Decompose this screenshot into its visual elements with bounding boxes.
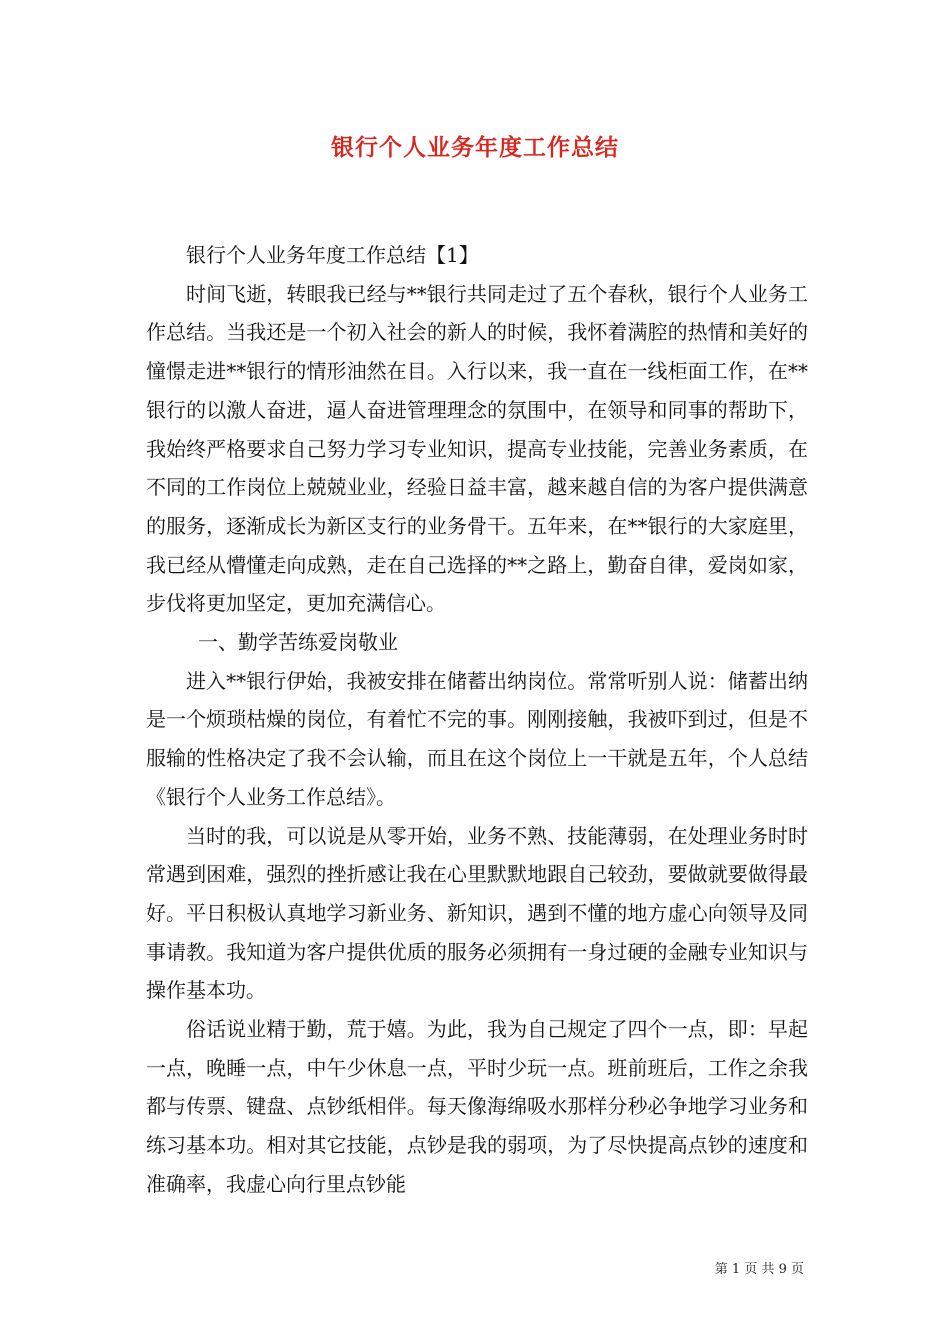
- paragraph: 俗话说业精于勤，荒于嬉。为此，我为自己规定了四个一点，即：早起一点，晚睡一点，中午少休息一点，平时少玩一点。班前班后，工作之余我都与传票、键盘、点钞纸相伴。每天像海绵吸水那样分秒必争地学习业务和练习基本功。相对其它技能，点钞是我的弱项，为了尽快提高点钞的速度和准确率，我虚心向行里点钞能: [146, 1017, 808, 1196]
- section-title: 银行个人业务年度工作总结【1】: [186, 243, 479, 267]
- paragraph: 当时的我，可以说是从零开始，业务不熟、技能薄弱，在处理业务时时常遇到困难，强烈的挫折感让我在心里默默地跟自己较劲，要做就要做得最好。平日积极认真地学习新业务、新知识，遇到不懂的地方虚心向领导及同事请教。我知道为客户提供优质的服务必须拥有一身过硬的金融专业知识与操作基本功。: [146, 823, 808, 1003]
- paragraph: 进入**银行伊始，我被安排在储蓄出纳岗位。常常听别人说：储蓄出纳是一个烦琐枯燥的岗位，有着忙不完的事。刚刚接触，我被吓到过，但是不服输的性格决定了我不会认输，而且在这个岗位上一干就是五年，个人总结《银行个人业务工作总结》。: [146, 668, 808, 809]
- paragraph: 时间飞逝，转眼我已经与**银行共同走过了五个春秋，银行个人业务工作总结。当我还是一个初入社会的新人的时候，我怀着满腔的热情和美好的憧憬走进**银行的情形油然在目。入行以来，我一直在一线柜面工作，在**银行的以激人奋进，逼人奋进管理理念的氛围中，在领导和同事的帮助下，我始终严格要求自己努力学习专业知识，提高专业技能，完善业务素质，在不同的工作岗位上兢兢业业，经验日益丰富，越来越自信的为客户提供满意的服务，逐渐成长为新区支行的业务骨干。五年来，在**银行的大家庭里，我已经从懵懂走向成熟，走在自己选择的**之路上，勤奋自律，爱岗如家，步伐将更加坚定，更加充满信心。: [146, 281, 808, 616]
- page-number-footer: 第 1 页 共 9 页: [714, 1262, 804, 1277]
- section-heading: 一、勤学苦练爱岗敬业: [198, 630, 398, 655]
- document-body: [146, 236, 808, 1204]
- page-title: 银行个人业务年度工作总结: [331, 134, 619, 161]
